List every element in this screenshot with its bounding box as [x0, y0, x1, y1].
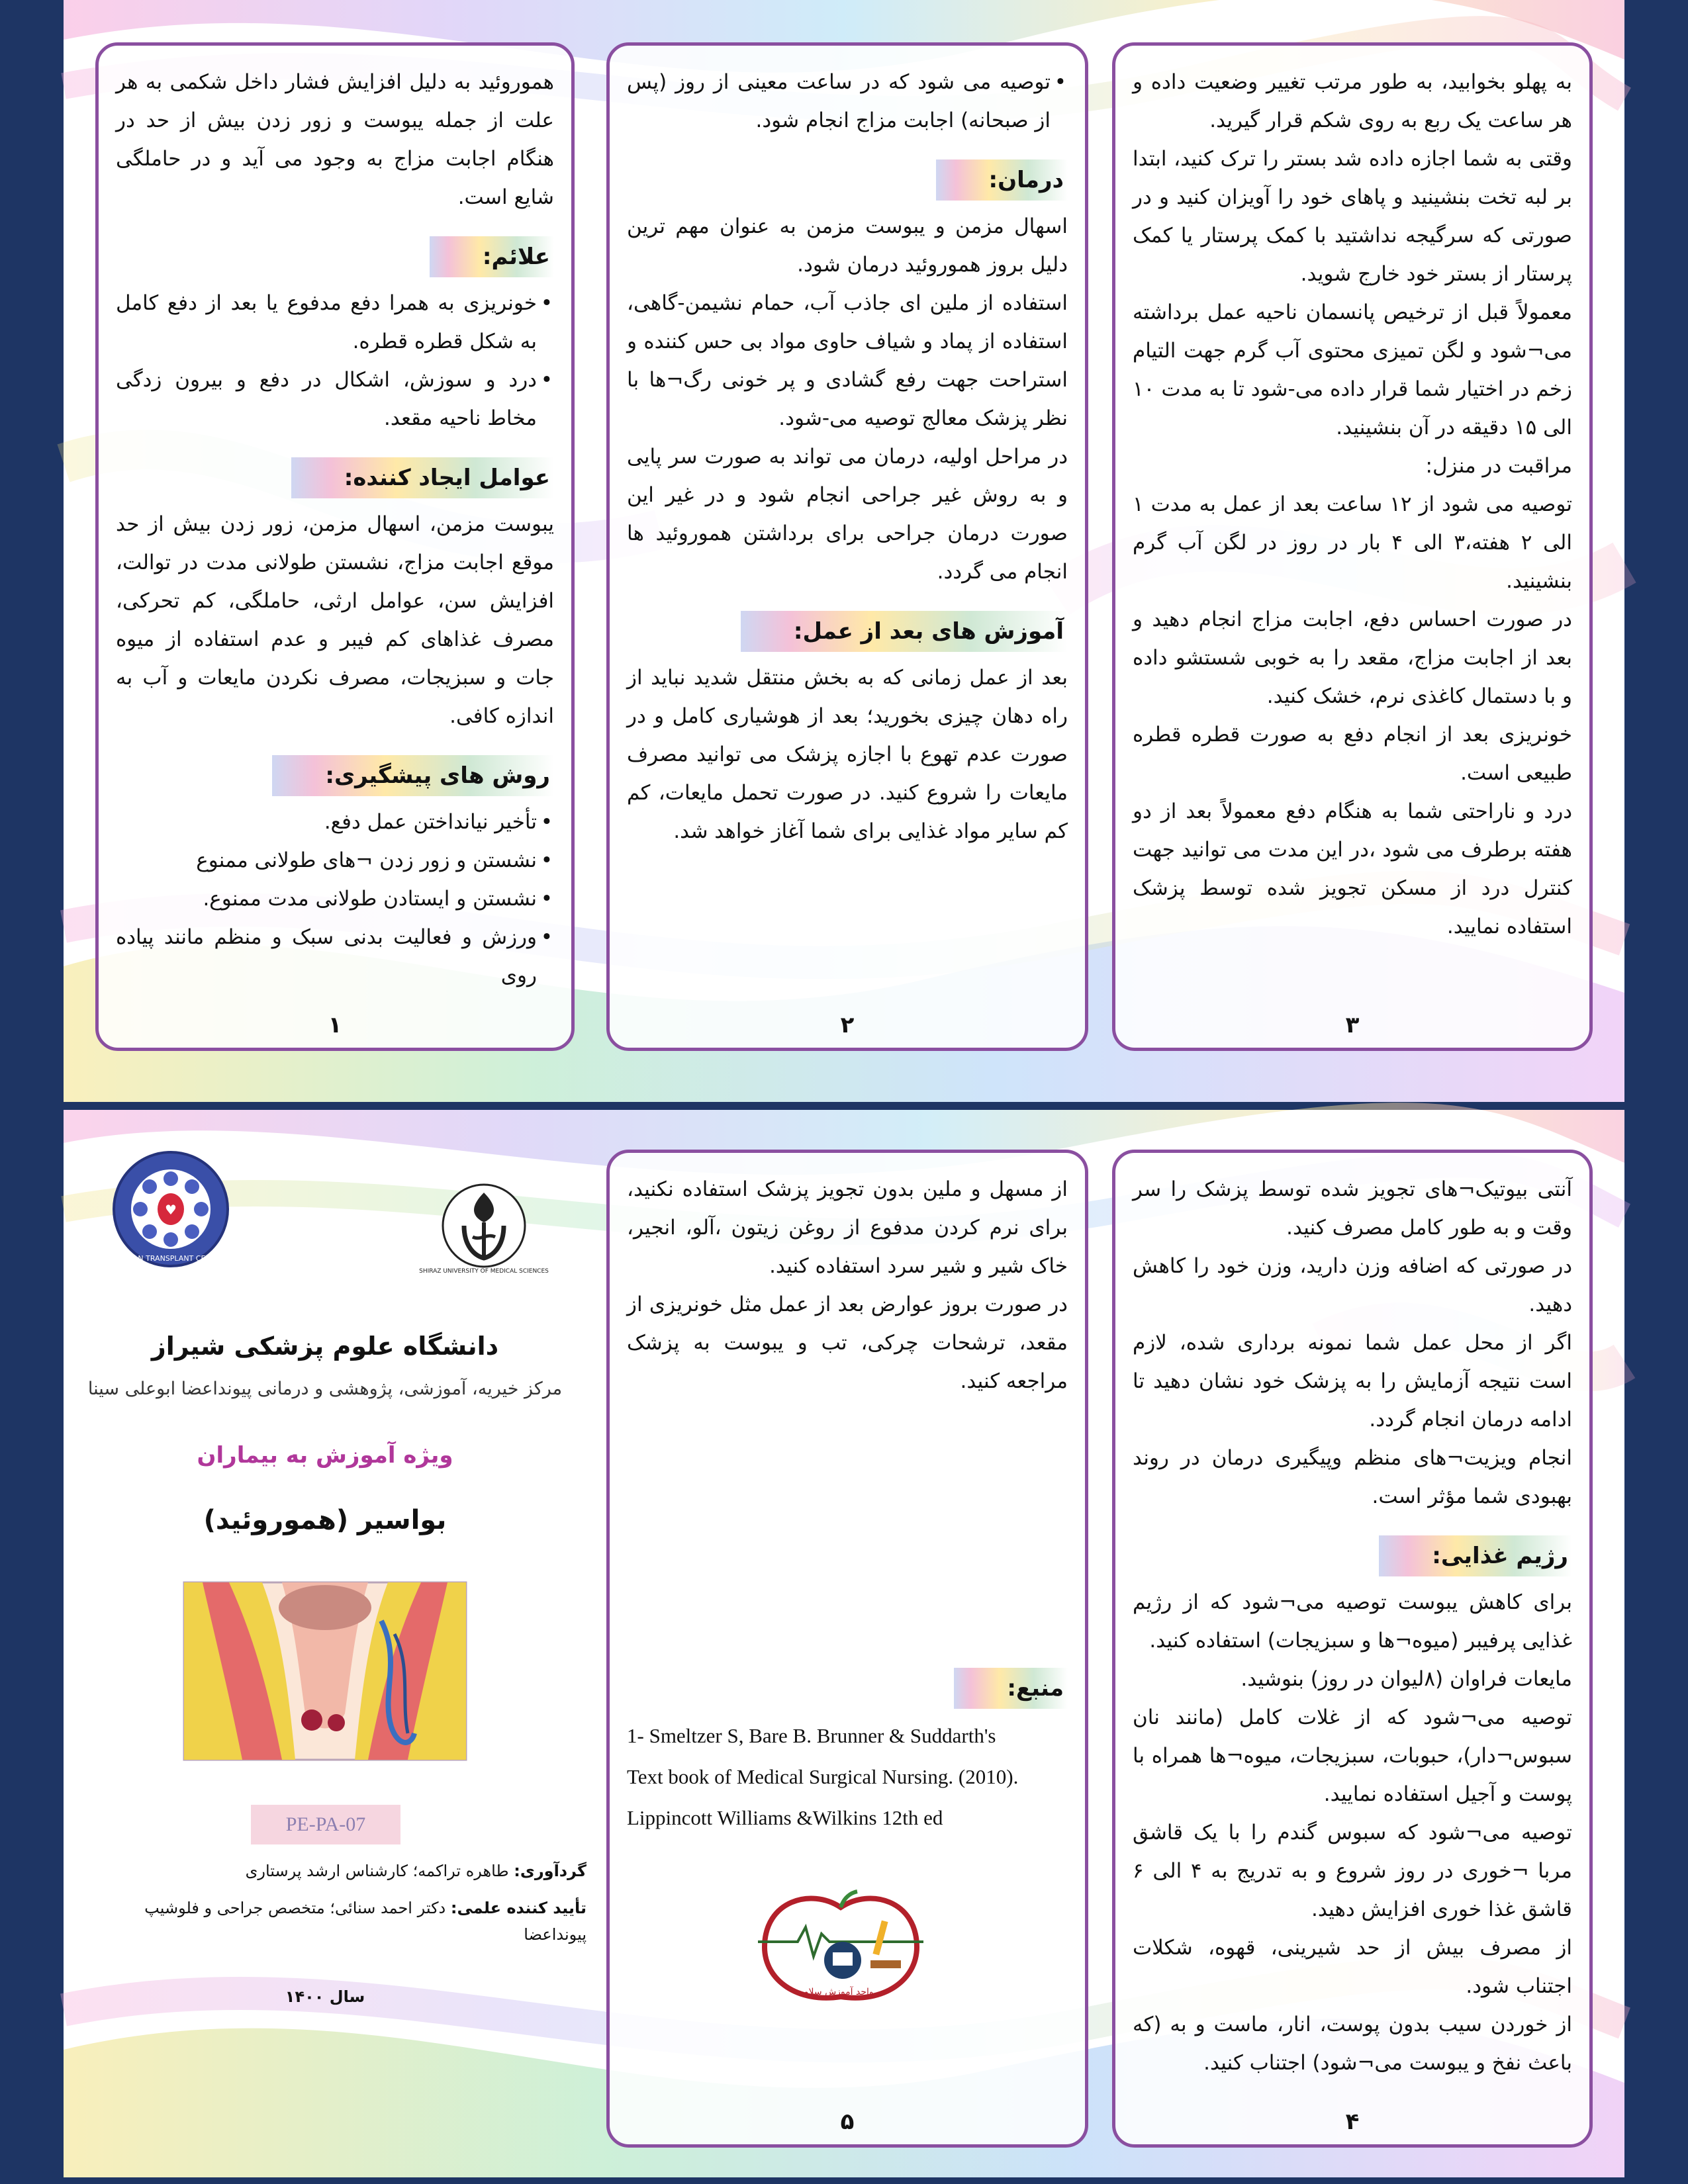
heading-postop: آموزش های بعد از عمل:: [741, 611, 1068, 652]
heading-treatment: درمان:: [936, 159, 1068, 201]
list-item: • ورزش و فعالیت بدنی سبک و منظم مانند پیاده روی: [116, 918, 537, 995]
treatment-text: در مراحل اولیه، درمان می تواند به صورت سر پایی و به روش غیر جراحی انجام شود و در غیر این صورت درمان جراحی برای برداشتن هموروئید ها انجام می گردد.: [627, 445, 1068, 584]
prevention-list: [116, 803, 554, 995]
paragraph: از خوردن سیب بدون پوست، انار، ماست و به (که باعث نفخ و یبوست می¬شود) اجتناب کنید.: [1133, 2013, 1572, 2075]
heading-diet: رژیم غذایی:: [1379, 1535, 1572, 1576]
heading-source: منبع:: [954, 1668, 1068, 1709]
list-item: • تأخیر نیانداختن عمل دفع.: [116, 803, 537, 841]
page-number: ۵: [840, 2109, 855, 2135]
page-number: ۳: [1345, 1012, 1360, 1038]
transplant-logo-text: ORGAN TRANSPLANT CENTER: [117, 1254, 225, 1263]
heading-symptoms: علائم:: [430, 236, 554, 277]
paragraph: در صورتی که اضافه وزن دارید، وزن خود را کاهش دهید.: [1133, 1254, 1572, 1316]
brochure-inside-sheet: [64, 0, 1624, 1102]
panel-page-5: [606, 1150, 1088, 2148]
list-item: • توصیه می شود که در ساعت معینی از روز (پس از صبحانه) اجابت مزاج انجام شود.: [627, 63, 1051, 140]
brochure-outside-sheet: [64, 1110, 1624, 2177]
svg-text:♥: ♥: [165, 1202, 177, 1218]
list-item: • خونریزی به همرا دفع مدفوع یا بعد از دفع کامل به شکل قطره قطره.: [116, 284, 537, 361]
list-item: • نشستن و ایستادن طولانی مدت ممنوع.: [116, 880, 537, 918]
health-education-unit-logo: [745, 1888, 937, 2007]
reference-line: Lippincott Williams &Wilkins 12th ed: [627, 1806, 943, 1829]
page-number: ۲: [840, 1012, 855, 1038]
reference-text: [627, 1715, 1068, 1839]
home-care-label: مراقبت در منزل:: [1425, 454, 1572, 478]
paragraph: درد و ناراحتی شما به هنگام دفع معمولاً بعد از دو هفته برطرف می شود ،در این مدت می توانید جهت کنترل درد از مسکن تجویز شده توسط پزشک استفاده نمایید.: [1133, 799, 1572, 938]
logo-caption: واحد آموزش سلامت: [794, 1987, 874, 1997]
paragraph: از مصرف بیش از حد شیرینی، قهوه، شکلات اجتناب شود.: [1133, 1936, 1572, 1998]
organ-transplant-center-logo: [111, 1150, 230, 1269]
timing-list: [627, 63, 1068, 140]
paragraph: از مسهل و ملین بدون تجویز پزشک استفاده نکنید، برای نرم کردن مدفوع از روغن زیتون ،آلو، انجیر، خاک شیر و شیر سرد استفاده کنید.: [627, 1177, 1068, 1278]
cover-panel: [64, 1110, 586, 2177]
heading-causes: عوامل ایجاد کننده:: [291, 457, 554, 498]
approver-label: تأیید کننده علمی:: [450, 1899, 586, 1917]
treatment-text: استفاده از ملین ای جاذب آب، حمام نشیمن-گاهی، استفاده از پماد و شیاف حاوی مواد بی حس کننده و استراحت جهت رفع گشادی و پر خونی رگ¬ها با نظر پزشک معالج توصیه می-شود.: [627, 291, 1068, 430]
paragraph: توصیه می¬شود که سبوس گندم را با یک قاشق مربا ¬خوری در روز شروع و به تدریج به ۴ الی ۶ قاشق غذا خوری افزایش دهید.: [1133, 1821, 1573, 1921]
page-number: ۱: [328, 1012, 342, 1038]
panel-page-3: [1112, 42, 1593, 1051]
page-number: ۴: [1345, 2109, 1360, 2135]
reference-line: Text book of Medical Surgical Nursing. (2010).: [627, 1765, 1019, 1788]
reference-line: 1- Smeltzer S, Bare B. Brunner & Suddarth's: [627, 1724, 996, 1747]
postop-text: بعد از عمل زمانی که به بخش منتقل شدید نباید از راه دهان چیزی بخورید؛ بعد از هوشیاری کامل و در صورت عدم تهوع با اجازه پزشک می توانید مصرف مایعات را شروع کنید. در صورت تحمل مایعات، کم کم سایر مواد غذایی برای شما آغاز خواهد شد.: [627, 666, 1068, 843]
heading-prevention: روش های پیشگیری:: [272, 755, 554, 796]
paragraph: آنتی بیوتیک¬های تجویز شده توسط پزشک را سر وقت و به طور کامل مصرف کنید.: [1133, 1177, 1572, 1240]
audience-label: ویژه آموزش به بیماران: [197, 1442, 453, 1469]
compiler-line: [103, 1858, 586, 1884]
paragraph: وقتی به شما اجازه داده شد بستر را ترک کنید، ابتدا بر لبه تخت بنشینید و پاهای خود را آویزان کنید و در صورتی که سرگیجه نداشتید با کمک پرستار یا کمک پرستار از بستر خود خارج شوید.: [1133, 147, 1572, 286]
brochure-title: بواسیر (هموروئید): [203, 1505, 447, 1535]
document-code-badge: [251, 1805, 400, 1844]
hemorrhoid-anatomy-illustration: [183, 1581, 467, 1761]
paragraph: برای کاهش یبوست توصیه می¬شود که از رژیم غذایی پرفیبر (میوه¬ها و سبزیجات) استفاده کنید.: [1133, 1590, 1572, 1653]
approver-name: دکتر احمد سنائی؛ متخصص جراحی و فلوشیپ پیونداعضا: [144, 1899, 586, 1944]
university-logo-text: SHIRAZ UNIVERSITY OF MEDICAL SCIENCES: [419, 1268, 549, 1275]
publication-year: سال ۱۴۰۰: [285, 1987, 365, 2006]
document-code: PE-PA-07: [285, 1813, 366, 1835]
list-item: • نشستن و زور زدن ¬های طولانی ممنوع: [116, 841, 537, 880]
paragraph: مایعات فراوان (۸لیوان در روز) بنوشید.: [1241, 1667, 1572, 1691]
panel-page-1: [95, 42, 575, 1051]
university-name: دانشگاه علوم پزشکی شیراز: [151, 1332, 499, 1361]
panel-page-4: [1112, 1150, 1593, 2148]
paragraph: خونریزی بعد از انجام دفع به صورت قطره قطره طبیعی است.: [1133, 723, 1572, 785]
paragraph: انجام ویزیت¬های منظم وپیگیری درمان در روند بهبودی شما مؤثر است.: [1133, 1446, 1572, 1508]
intro-text: هموروئید به دلیل افزایش فشار داخل شکمی به هر علت از جمله یبوست و زور زدن بیش از حد در هنگام اجابت مزاج به وجود می آید و در حاملگی شایع است.: [116, 70, 554, 209]
panel-page-2: [606, 42, 1088, 1051]
compiler-label: گردآوری:: [514, 1862, 586, 1880]
shiraz-university-logo: [419, 1176, 549, 1275]
center-name: مرکز خیریه، آموزشی، پژوهشی و درمانی پیونداعضا ابوعلی سینا: [87, 1379, 563, 1399]
symptoms-list: [116, 284, 554, 437]
paragraph: به پهلو بخوابید، به طور مرتب تغییر وضعیت داده و هر ساعت یک ربع به روی شکم قرار گیرید.: [1133, 70, 1572, 132]
paragraph: اگر از محل عمل شما نمونه برداری شده، لازم است نتیجه آزمایش را به پزشک خود نشان دهید تا ادامه درمان انجام گردد.: [1133, 1331, 1572, 1432]
paragraph: در صورت احساس دفع، اجابت مزاج انجام دهید و بعد از اجابت مزاج، مقعد را به خوبی شستشو داده و با دستمال کاغذی نرم، خشک کنید.: [1133, 608, 1572, 708]
paragraph: معمولاً قبل از ترخیص پانسمان ناحیه عمل برداشته می¬شود و لگن تمیزی محتوی آب گرم جهت التیام زخم در اختیار شما قرار داده می-شود تا به مدت ۱۰ الی ۱۵ دقیقه در آن بنشینید.: [1133, 300, 1572, 439]
approver-line: [83, 1895, 586, 1948]
list-item: • درد و سوزش، اشکال در دفع و بیرون زدگی مخاط ناحیه مقعد.: [116, 361, 537, 437]
paragraph: در صورت بروز عوارض بعد از عمل مثل خونریزی از مقعد، ترشحات چرکی، تب و یبوست به پزشک مراجعه کنید.: [627, 1293, 1068, 1393]
compiler-name: طاهره تراکمه؛ کارشناس ارشد پرستاری: [245, 1862, 509, 1880]
paragraph: توصیه می شود از ۱۲ ساعت بعد از عمل به مدت ۱ الی ۲ هفته،۳ الی ۴ بار در روز در لگن آب گرم بنشینید.: [1133, 492, 1572, 593]
paragraph: توصیه می¬شود که از غلات کامل (مانند نان سبوس¬دار)، حبوبات، سبزیجات، میوه¬ها همراه با پوست و آجیل استفاده نمایید.: [1133, 1706, 1572, 1806]
causes-text: یبوست مزمن، اسهال مزمن، زور زدن بیش از حد موقع اجابت مزاج، نشستن طولانی مدت در توالت، افزایش سن، عوامل ارثی، حاملگی، کم تحرکی، مصرف غذاهای کم فیبر و عدم استفاده از میوه جات و سبزیجات، مصرف نکردن مایعات و آب به اندازه کافی.: [116, 512, 554, 728]
treatment-text: اسهال مزمن و یبوست مزمن به عنوان مهم ترین دلیل بروز هموروئید درمان شود.: [627, 214, 1068, 277]
